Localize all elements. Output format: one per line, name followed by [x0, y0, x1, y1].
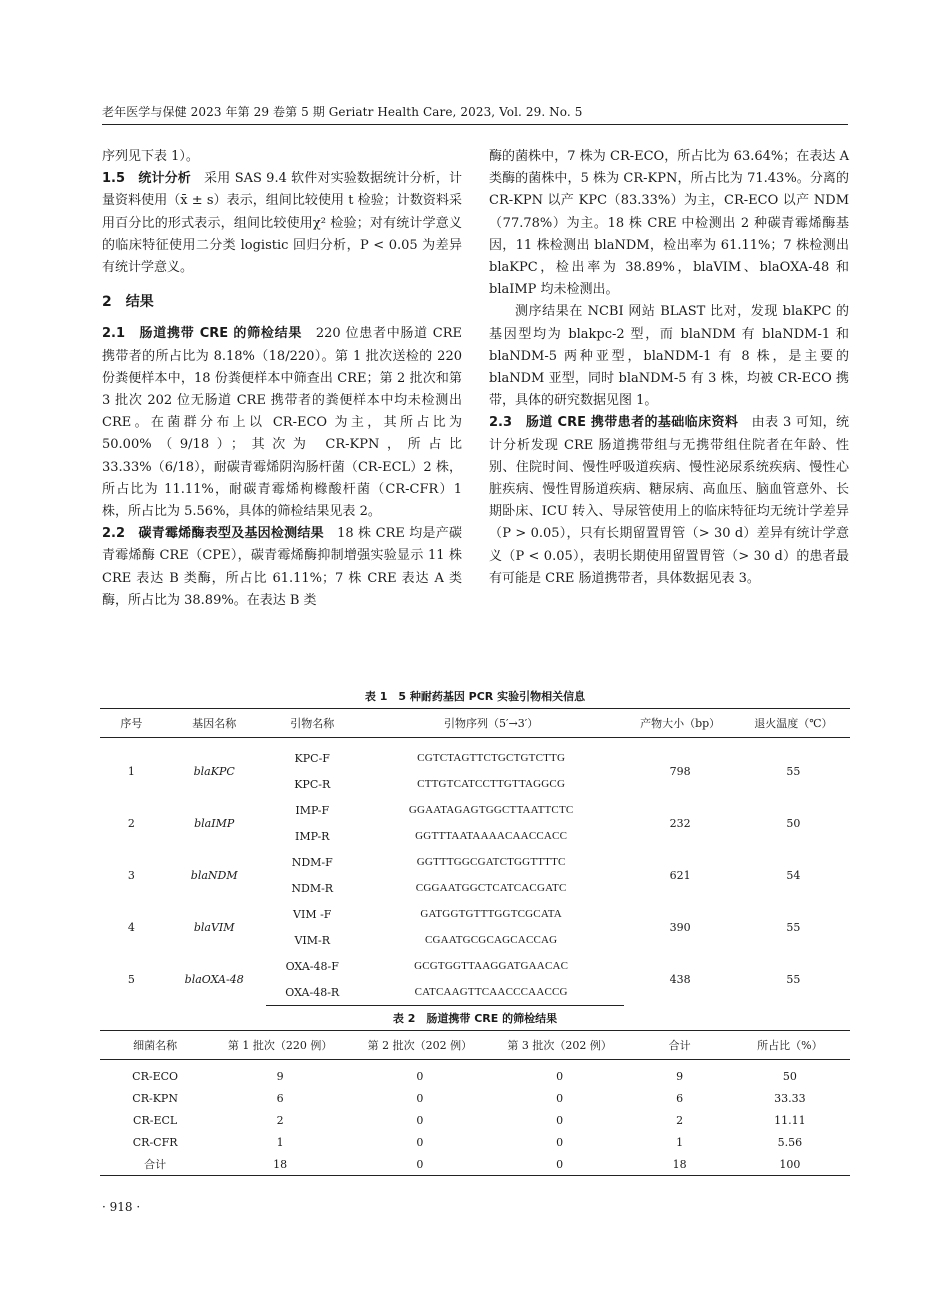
table-header: 序号 [100, 709, 163, 738]
table-cell: 5.56 [777, 1135, 803, 1149]
table-cell: CGAATGCGCAGCACCAG [424, 934, 558, 946]
table-cell: 55 [786, 972, 801, 986]
table-header: 细菌名称 [100, 1031, 210, 1060]
section-heading: 2.3 肠道 CRE 携带患者的基础临床资料 [489, 415, 739, 431]
paragraph: 序列见下表 1）。 [102, 149, 199, 164]
table-cell: GGAATAGAGTGGCTTAATTCTC [408, 804, 574, 816]
table-header: 退火温度（℃） [737, 709, 850, 738]
table-cell: 6 [276, 1091, 284, 1105]
table-header: 所占比（%） [730, 1031, 850, 1060]
table-cell: CR-ECO [132, 1069, 179, 1083]
table-cell: 9 [676, 1069, 684, 1083]
table-cell: CR-ECL [133, 1113, 178, 1127]
table-row [100, 1109, 850, 1131]
table-row [100, 1087, 850, 1109]
table-cell: 18 [630, 1153, 730, 1176]
running-header: 老年医学与保健 2023 年第 29 卷第 5 期 Geriatr Health Care, 2023, Vol. 29. No. 5 [102, 103, 848, 125]
table-cell: 0 [556, 1135, 564, 1149]
table-cell: CGGAATGGCTCATCACGATC [415, 882, 567, 894]
table-cell: 2 [127, 816, 135, 830]
table-cell: 2 [276, 1113, 284, 1127]
table-cell: 9 [276, 1069, 284, 1083]
table-cell: 0 [350, 1153, 490, 1176]
right-column [489, 146, 849, 590]
section-heading: 2.1 肠道携带 CRE 的筛检结果 [102, 326, 303, 342]
table-cell: 合计 [100, 1153, 210, 1176]
table-row [100, 1153, 850, 1176]
table-cell: blaKPC [193, 764, 235, 778]
table-cell: GATGGTGTTTGGTCGCATA [420, 908, 562, 920]
table-cell: blaIMP [194, 816, 235, 830]
table-cell: GGTTTAATAAAACAACCACC [415, 830, 568, 842]
table-header: 第 2 批次（202 例） [350, 1031, 490, 1060]
table-cell: 11.11 [774, 1113, 806, 1127]
section-body: 18 株 CRE 均是产碳青霉烯酶 CRE（CPE），碳青霉烯酶抑制增强实验显示 11 株 CRE 表达 B 类酶，所占比 61.11%；7 株 CRE 表达 A 类酶，所占比为 38.89%。在表达 B 类 [102, 526, 462, 608]
table-cell: VIM-R [294, 933, 331, 947]
table-cell: 5 [127, 972, 135, 986]
table-cell: blaOXA-48 [184, 972, 244, 986]
table-cell: 55 [786, 920, 801, 934]
table-header: 引物序列（5′→3′） [359, 709, 624, 738]
table2-caption: 表 2 肠道携带 CRE 的筛检结果 [392, 1012, 558, 1025]
table-cell: NDM-F [291, 855, 333, 869]
section-body: 采用 SAS 9.4 软件对实验数据统计分析，计量资料使用（x̄ ± s）表示，组间比较使用 t 检验；计数资料采用百分比的形式表示，组间比较使用χ² 检验；对有统计学意义的临床特征使用二分类 logistic 回归分析，P < 0.05 为差异有统计学意义。 [102, 171, 462, 276]
table-header: 第 3 批次（202 例） [490, 1031, 630, 1060]
table-cell: 0 [416, 1113, 424, 1127]
table-cell: 0 [416, 1069, 424, 1083]
table-cell: 0 [556, 1091, 564, 1105]
table-cell: 3 [127, 868, 135, 882]
table-cell: CR-KPN [132, 1091, 178, 1105]
table-row [100, 953, 850, 979]
section-1-5 [102, 168, 462, 279]
table-cell: 1 [676, 1135, 684, 1149]
left-column [102, 146, 462, 612]
table-cell: KPC-F [294, 751, 330, 765]
section-2-heading: 2 结果 [102, 294, 154, 311]
section-2-3 [489, 412, 849, 590]
page-number: · 918 · [102, 1200, 141, 1214]
table-cell: 0 [556, 1069, 564, 1083]
table-row [100, 738, 850, 772]
table-cell: 50 [782, 1069, 797, 1083]
section-heading: 1.5 统计分析 [102, 171, 191, 187]
paragraph: 酶的菌株中，7 株为 CR-ECO，所占比为 63.64%；在表达 A 类酶的菌株中，5 株为 CR-KPN，所占比为 71.43%。分离的 CR-KPN 以产 KPC（83.33%）为主，CR-ECO 以产 NDM（77.78%）为主。18 株 CRE 中检测出 2 种碳青霉烯酶基因，11 株检测出 blaNDM，检出率为 61.11%；7 株检测出 blaKPC，检出率为 38.89%，blaVIM、blaOXA-48 和 blaIMP 均未检测出。 [489, 149, 849, 298]
table-cell: CR-CFR [132, 1135, 178, 1149]
table-cell: OXA-48-F [285, 959, 339, 973]
table-cell: CTTGTCATCCTTGTTAGGCG [417, 778, 566, 790]
table-cell: CATCAAGTTCAACCCAACCG [359, 979, 624, 1006]
table-cell: 232 [669, 816, 691, 830]
table-cell: 390 [669, 920, 691, 934]
table1 [100, 708, 850, 1006]
table-header: 合计 [630, 1031, 730, 1060]
section-2-1 [102, 323, 462, 523]
table-cell: 4 [127, 920, 135, 934]
table-cell: 0 [416, 1135, 424, 1149]
table2 [100, 1030, 850, 1176]
section-body: 由表 3 可知，统计分析发现 CRE 肠道携带组与无携带组住院者在年龄、性别、住院时间、慢性呼吸道疾病、慢性泌尿系统疾病、慢性心脏疾病、慢性胃肠道疾病、糖尿病、高血压、脑血管意外、长期卧床、ICU 转入、导尿管使用上的临床特征均无统计学差异（P > 0.05），只有长期留置胃管（> 30 d）差异有统计学意义（P < 0.05），表明长期使用留置胃管（> 30 d）的患者最有可能是 CRE 肠道携带者，具体数据见表 3。 [489, 415, 849, 586]
table-cell: blaVIM [193, 920, 235, 934]
table-row [100, 849, 850, 875]
table-cell: GCGTGGTTAAGGATGAACAC [414, 960, 569, 972]
table-row [100, 901, 850, 927]
table-header: 产物大小（bp） [624, 709, 737, 738]
table-row [100, 1131, 850, 1153]
table-cell: 100 [730, 1153, 850, 1176]
table-cell: 55 [786, 764, 801, 778]
table-cell: 438 [669, 972, 691, 986]
table-header: 引物名称 [266, 709, 359, 738]
table-cell: NDM-R [291, 881, 334, 895]
section-2-2 [102, 523, 462, 612]
table-cell: OXA-48-R [266, 979, 359, 1006]
table-cell: 1 [127, 764, 135, 778]
table-cell: IMP-R [295, 829, 330, 843]
table-row [100, 1060, 850, 1088]
table-cell: 33.33 [774, 1091, 806, 1105]
section-body: 220 位患者中肠道 CRE 携带者的所占比为 8.18%（18/220）。第 1 批次送检的 220 份粪便样本中，18 份粪便样本中筛查出 CRE；第 2 批次和第 3 批次 202 位无肠道 CRE 携带者的粪便样本中均未检测出 CRE。在菌群分布上以 CR-ECO 为主，其所占比为 50.00%（9/18）；其次为 CR-KPN，所占比 33.33%（6/18），耐碳青霉烯阴沟肠杆菌（CR-ECL）2 株，所占比为 11.11%，耐碳青霉烯枸橼酸杆菌（CR-CFR）1 株，所占比为 5.56%，具体的筛检结果见表 2。 [102, 326, 462, 520]
table-cell: 798 [669, 764, 691, 778]
table1-caption: 表 1 5 种耐药基因 PCR 实验引物相关信息 [364, 690, 586, 703]
table-cell: 1 [276, 1135, 284, 1149]
table-cell: 621 [669, 868, 691, 882]
table-cell: VIM -F [293, 907, 332, 921]
table-row [100, 797, 850, 823]
table-cell: 0 [416, 1091, 424, 1105]
table-cell: 0 [490, 1153, 630, 1176]
table-cell: IMP-F [295, 803, 330, 817]
table-cell: GGTTTGGCGATCTGGTTTTC [416, 856, 566, 868]
table-cell: blaNDM [190, 868, 238, 882]
table-header: 第 1 批次（220 例） [210, 1031, 350, 1060]
paragraph: 测序结果在 NCBI 网站 BLAST 比对，发现 blaKPC 的基因型均为 blakpc-2 型，而 blaNDM 有 blaNDM-1 和 blaNDM-5 两种亚型，blaNDM-1 有 8 株，是主要的 blaNDM 亚型，同时 blaNDM-5 有 3 株，均被 CR-ECO 携带，具体的研究数据见图 1。 [489, 304, 849, 409]
table-cell: 54 [786, 868, 801, 882]
table-cell: 6 [676, 1091, 684, 1105]
table-cell: CGTCTAGTTCTGCTGTCTTG [417, 752, 566, 764]
table-cell: 0 [556, 1113, 564, 1127]
table-cell: 2 [676, 1113, 684, 1127]
table-cell: 50 [786, 816, 801, 830]
table-header: 基因名称 [163, 709, 266, 738]
table-cell: KPC-R [294, 777, 331, 791]
table-cell: 18 [210, 1153, 350, 1176]
section-heading: 2.2 碳青霉烯酶表型及基因检测结果 [102, 526, 324, 542]
